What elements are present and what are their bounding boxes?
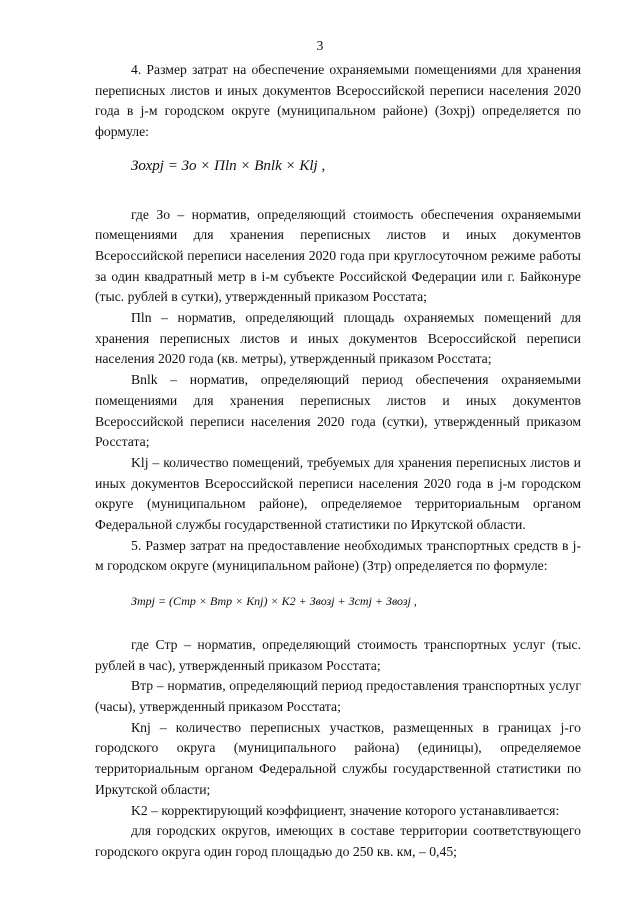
def-k2: K2 – корректирующий коэффициент, значение которого устанавливается: [131,802,560,818]
def-pln: Пln – норматив, определяющий площадь охраняемых помещений для хранения переписных листов и иных документов Всероссийской переписи населения 2020 года (кв. метры), утвержденный приказом Росстата; [95,310,581,367]
k2-urban-districts: для городских округов, имеющих в составе территории соответствующего городского округа один город площадью до 250 кв. км, – 0,45; [95,823,581,859]
def-vtr: Втр – норматив, определяющий период предоставления транспортных услуг (часы), утвержденный приказом Росстата; [95,678,581,714]
item-5-intro: 5. Размер затрат на предоставление необходимых транспортных средств в j-м городском округе (муниципальном районе) (Зтр) определяется по формуле: [95,537,581,574]
def-knj: Кnj – количество переписных участков, размещенных в границах j-го городского округа (муниципального района) (единицы), определяемое территориальным органом Федеральной службы государственной статистики по Иркутской области; [95,719,581,797]
def-zo: где Зо – норматив, определяющий стоимость обеспечения охраняемыми помещениями для хранения переписных листов и иных документов Всероссийской переписи населения 2020 года при круглосуточном режиме работы за один квадратный метр в i-м субъекте Российской Федерации или г. Байконуре (тыс. рублей в сутки), утвержденный приказом Росстата; [95,206,581,305]
item-4-intro: 4. Размер затрат на обеспечение охраняемыми помещениями для хранения переписных листов и иных документов Всероссийской переписи населения 2020 года в j-м городском округе (муниципальном районе) (Зохрj) определяется по формуле: [95,62,581,140]
def-klj: Klj – количество помещений, требуемых для хранения переписных листов и иных документов Всероссийской переписи населения 2020 года в j-м городском округе (муниципальном районе), определяемое территориальным органом Федеральной службы государственной статистики по Иркутской области. [95,454,581,533]
document-body [95,60,581,863]
page-number: 3 [316,38,324,53]
def-bnlk: Bnlk – норматив, определяющий период обеспечения охраняемыми помещениями для хранения переписных листов и иных документов Всероссийской переписи населения 2020 года (сутки), утвержденный приказом Росстата; [95,372,581,450]
formula-2: Зтрj = (Стр × Втр × Кnj) × K2 + Звозj + Зстj + Звозj , [131,594,417,609]
formula-1: Зохрj = Зо × Пln × Bnlk × Klj , [131,157,326,174]
def-str: где Стр – норматив, определяющий стоимость транспортных услуг (тыс. рублей в час), утвержденный приказом Росстата; [95,636,581,673]
